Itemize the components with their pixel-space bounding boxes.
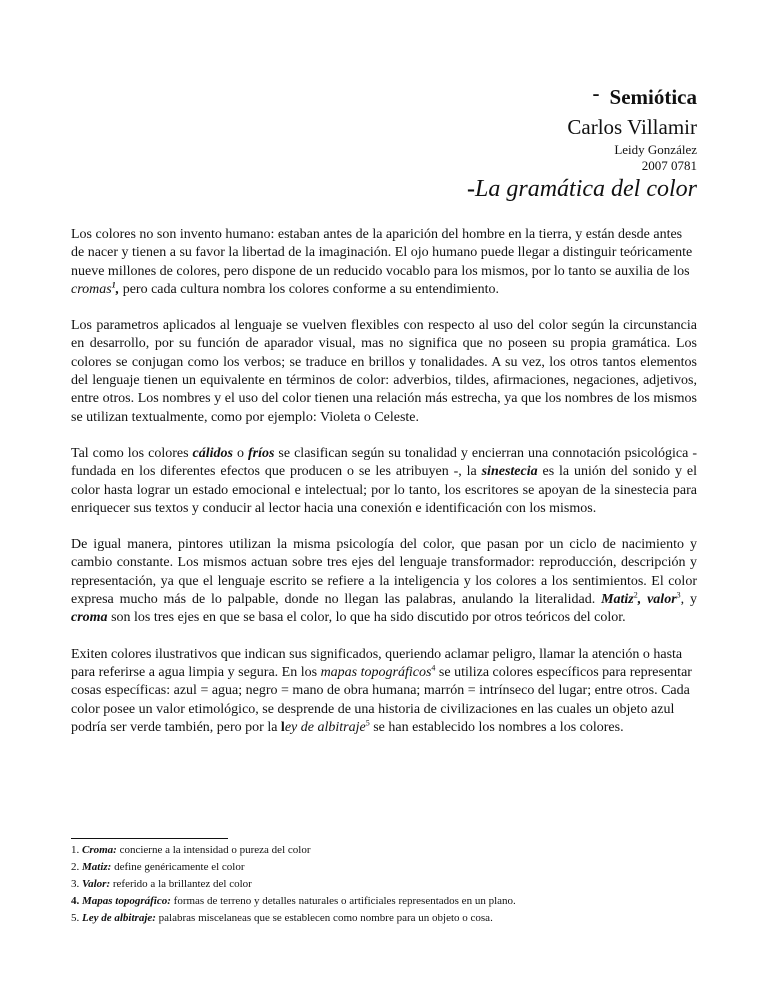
footnote-ref-1: 1 [111, 280, 116, 290]
term-ley-de-albitraje: ey de albitraje [284, 719, 366, 735]
p3-text-d: es la unión del sonido y el color hasta lograr un estado emocional e intelectual; por lo tanto, los escritores se apoyan de la sinestecia para enriquecer sus textos y conducir al lector hacia una conexión e identificación con los mismos. [71, 464, 697, 516]
title-dash: - [592, 81, 600, 105]
footnote-term: Mapas topográfico: [82, 895, 171, 907]
paragraph-1 [71, 226, 697, 299]
p1-text-b: pero cada cultura nombra los colores conforme a su entendimiento. [119, 281, 500, 297]
footnote-definition: define genéricamente el color [111, 861, 245, 873]
footnote-number: 5. [71, 912, 82, 924]
term-ley-initial: l [280, 719, 285, 735]
p4-text-c: son los tres ejes en que se basa el color, lo que ha sido discutido por otros teóricos del color. [107, 610, 626, 626]
p4-text-a: De igual manera, pintores utilizan la misma psicología del color, que pasan por un ciclo de nacimiento y cambio constante. Los mismos actuan sobre tres ejes del lenguaje transformador: reproducción, descripción y representación, ya que el lenguaje escrito se refiere a la inteligencia y los colores a los sentimientos. El color expresa mucho más de lo palpable, donde no llegan las palabras, anulando la literalidad. [71, 537, 697, 608]
p5-text-b: se utiliza colores específicos para representar cosas específicas: azul = agua; negro = mano de obra humana; marrón = intrínseco del lugar; entre otros. Cada color posee un valor etimológico, se desprende de una historia de civilizaciones en las cuales un objeto azul podría ser verde también, pero por la [71, 664, 692, 735]
footnote-number: 2. [71, 861, 82, 873]
footnote-item [71, 842, 697, 859]
p3-text-a: Tal como los colores [71, 445, 193, 461]
term-valor: , valor [637, 592, 677, 608]
course-title-text: Semiótica [609, 85, 697, 109]
subtitle-dash: - [467, 176, 475, 202]
term-mapas-topograficos: mapas topográficos [320, 664, 432, 680]
term-cromas: cromas [71, 281, 112, 297]
professor-name: Carlos Villamir [567, 115, 697, 139]
student-name: Leidy González [614, 142, 697, 157]
footnotes [71, 838, 697, 927]
essay-body [71, 226, 697, 755]
footnote-ref-2: 2 [633, 590, 638, 600]
footnote-ref-3: 3 [676, 590, 681, 600]
student-code: 2007 0781 [641, 158, 697, 173]
term-croma: croma [71, 610, 108, 626]
footnote-number: 4. [71, 895, 82, 907]
paragraph-4 [71, 536, 697, 627]
paragraph-3 [71, 445, 697, 518]
footnote-item [71, 859, 697, 876]
footnote-term: Ley de albitraje: [82, 912, 156, 924]
document-header [567, 82, 697, 174]
footnote-item [71, 910, 697, 927]
term-matiz: Matiz [601, 592, 634, 608]
p4-text-b: , y [680, 592, 698, 608]
p5-text-a: Exiten colores ilustrativos que indican sus significados, queriendo aclamar peligro, llamar la atención o hasta para referirse a agua limpia y segura. En los [71, 646, 683, 680]
paragraph-5 [71, 646, 697, 737]
course-title [567, 82, 697, 112]
footnote-item [71, 893, 697, 910]
footnote-definition: concierne a la intensidad o pureza del color [116, 844, 311, 856]
footnote-number: 1. [71, 844, 82, 856]
term-sinestecia: sinestecia [481, 464, 538, 480]
p3-text-b: o [232, 445, 248, 461]
paragraph-2: Los parametros aplicados al lenguaje se vuelven flexibles con respecto al uso del color según la circunstancia en desarrollo, por su función de aparador visual, mas no significa que no poseen su propia gramática. Los colores se conjugan como los verbos; se traduce en brillos y tonalidades. A su vez, los otros tantos elementos del lenguaje tienen un equivalente en términos de color: adverbios, tildes, afirmaciones, negaciones, adjetivos, entre otros. Los nombres y el uso del color tienen una relación más estrecha, ya que los nombres de los mismos se utilizan textualmente, como por ejemplo: Violeta o Celeste. [71, 318, 697, 425]
p1-text-a: Los colores no son invento humano: estaban antes de la aparición del hombre en la tierra, y están desde antes de nacer y tienen a su favor la libertad de la imaginación. El ojo humano puede llegar a distinguir teóricamente nueve millones de colores, pero dispone de un reducido vocablo para los mismos, por lo tanto se auxilia de los [71, 227, 693, 279]
footnote-item [71, 876, 697, 893]
term-calidos: cálidos [192, 445, 233, 461]
essay-title [467, 176, 697, 203]
footnote-term: Matiz: [82, 861, 112, 873]
footnote-term: Croma: [82, 844, 117, 856]
p1-comma: , [115, 281, 120, 297]
essay-title-text: La gramática del color [475, 176, 697, 202]
p3-text-c: se clasifican según su tonalidad y encierran una connotación psicológica - fundada en los diferentes efectos que producen o se les atribuyen -, la [71, 445, 698, 480]
footnote-term: Valor: [82, 878, 111, 890]
footnote-ref-5: 5 [365, 718, 370, 728]
footnote-definition: palabras miscelaneas que se establecen como nombre para un objeto o cosa. [155, 912, 493, 924]
footnote-ref-4: 4 [431, 663, 436, 673]
term-frios: fríos [247, 445, 275, 461]
footnote-definition: formas de terreno y detalles naturales o artificiales representados en un plano. [170, 895, 516, 907]
footnote-divider [71, 838, 228, 839]
p5-text-c: se han establecido los nombres a los colores. [369, 719, 624, 735]
footnote-number: 3. [71, 878, 82, 890]
footnote-definition: referido a la brillantez del color [110, 878, 252, 890]
